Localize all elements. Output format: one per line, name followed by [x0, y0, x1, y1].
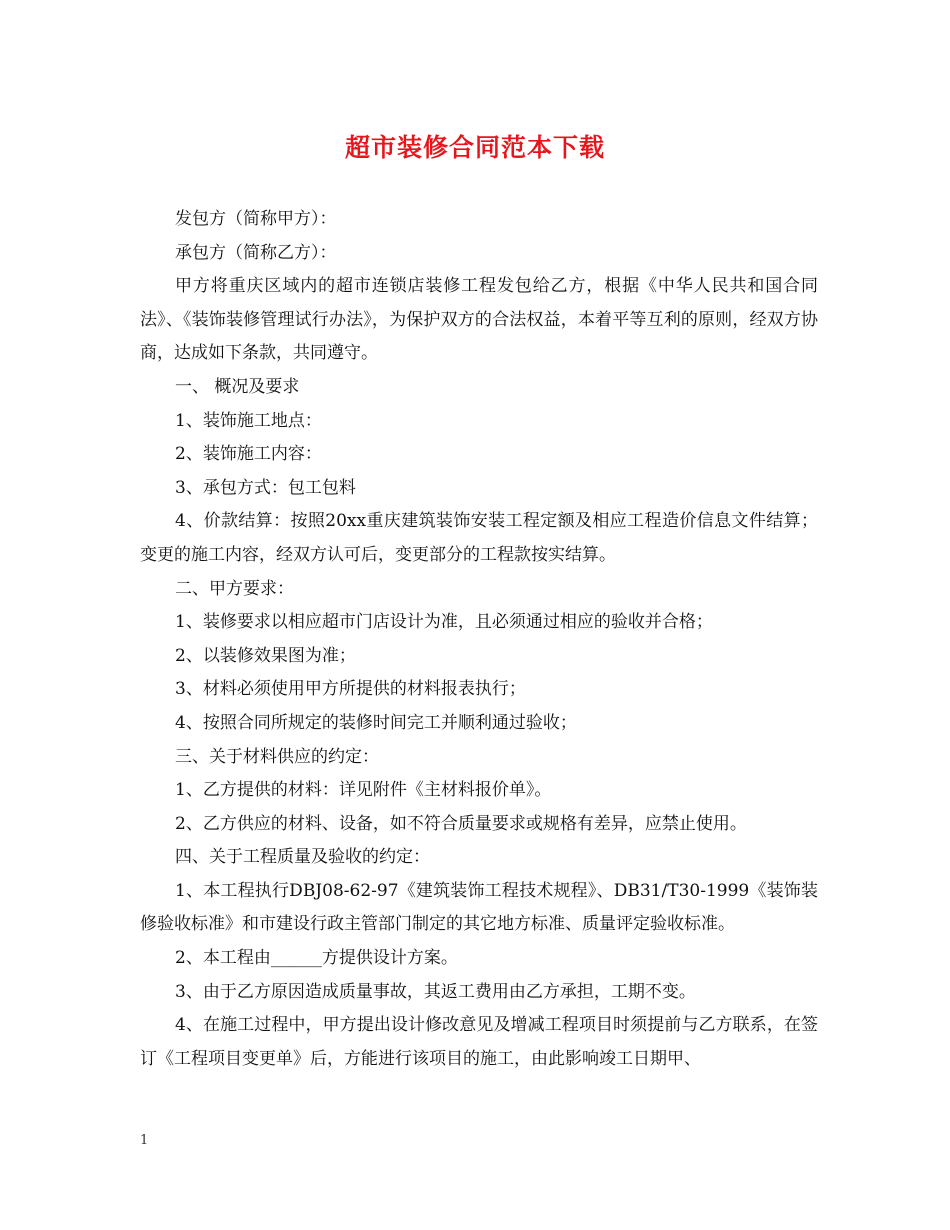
paragraph-item: 1、乙方提供的材料：详见附件《主材料报价单》。	[175, 780, 552, 801]
document-title: 超市装修合同范本下载	[344, 133, 605, 162]
section-heading-2: 二、甲方要求：	[175, 578, 294, 599]
page-number: 1	[140, 1133, 149, 1148]
section-heading-3: 三、关于材料供应的约定：	[175, 746, 379, 767]
paragraph-item: 3、承包方式：包工包料	[175, 477, 356, 498]
paragraph-item: 4、在施工过程中，甲方提出设计修改意见及增减工程项目时须提前与乙方联系，在签订《工程项目变更单》后，方能进行该项目的施工，由此影响竣工日期甲、	[140, 1015, 818, 1069]
paragraph-party-a: 发包方（简称甲方）：	[175, 209, 337, 229]
section-heading-1: 一、 概况及要求	[175, 376, 300, 397]
paragraph-preamble: 甲方将重庆区域内的超市连锁店装修工程发包给乙方，根据《中华人民共和国合同法》、《装饰装修管理试行办法》，为保护双方的合法权益，本着平等互利的原则，经双方协商，达成如下条款，共同遵守。	[140, 276, 818, 364]
paragraph-item: 3、材料必须使用甲方所提供的材料报表执行；	[175, 679, 526, 700]
paragraph-item: 4、按照合同所规定的装修时间完工并顺利通过验收；	[175, 712, 577, 733]
paragraph-item: 2、本工程由______方提供设计方案。	[175, 948, 458, 969]
paragraph-item: 1、装饰施工地点：	[175, 410, 322, 431]
paragraph-item: 2、以装修效果图为准；	[175, 645, 356, 666]
section-heading-4: 四、关于工程质量及验收的约定：	[175, 847, 430, 868]
paragraph-item: 3、由于乙方原因造成质量事故，其返工费用由乙方承担，工期不变。	[175, 981, 696, 1002]
paragraph-item: 1、本工程执行DBJ08-62-97《建筑装饰工程技术规程》、DB31/T30-1999《装饰装修验收标准》和市建设行政主管部门制定的其它地方标准、质量评定验收标准。	[140, 880, 818, 935]
paragraph-party-b: 承包方（简称乙方）：	[175, 242, 337, 263]
paragraph-item: 1、装修要求以相应超市门店设计为准，且必须通过相应的验收并合格；	[175, 612, 713, 633]
document-body	[140, 203, 818, 1076]
paragraph-item: 2、乙方供应的材料、设备，如不符合质量要求或规格有差异，应禁止使用。	[175, 813, 747, 834]
paragraph-item: 4、价款结算：按照20xx重庆建筑装饰安装工程定额及相应工程造价信息文件结算；变更的施工内容，经双方认可后，变更部分的工程款按实结算。	[140, 511, 818, 565]
paragraph-item: 2、装饰施工内容：	[175, 444, 322, 465]
